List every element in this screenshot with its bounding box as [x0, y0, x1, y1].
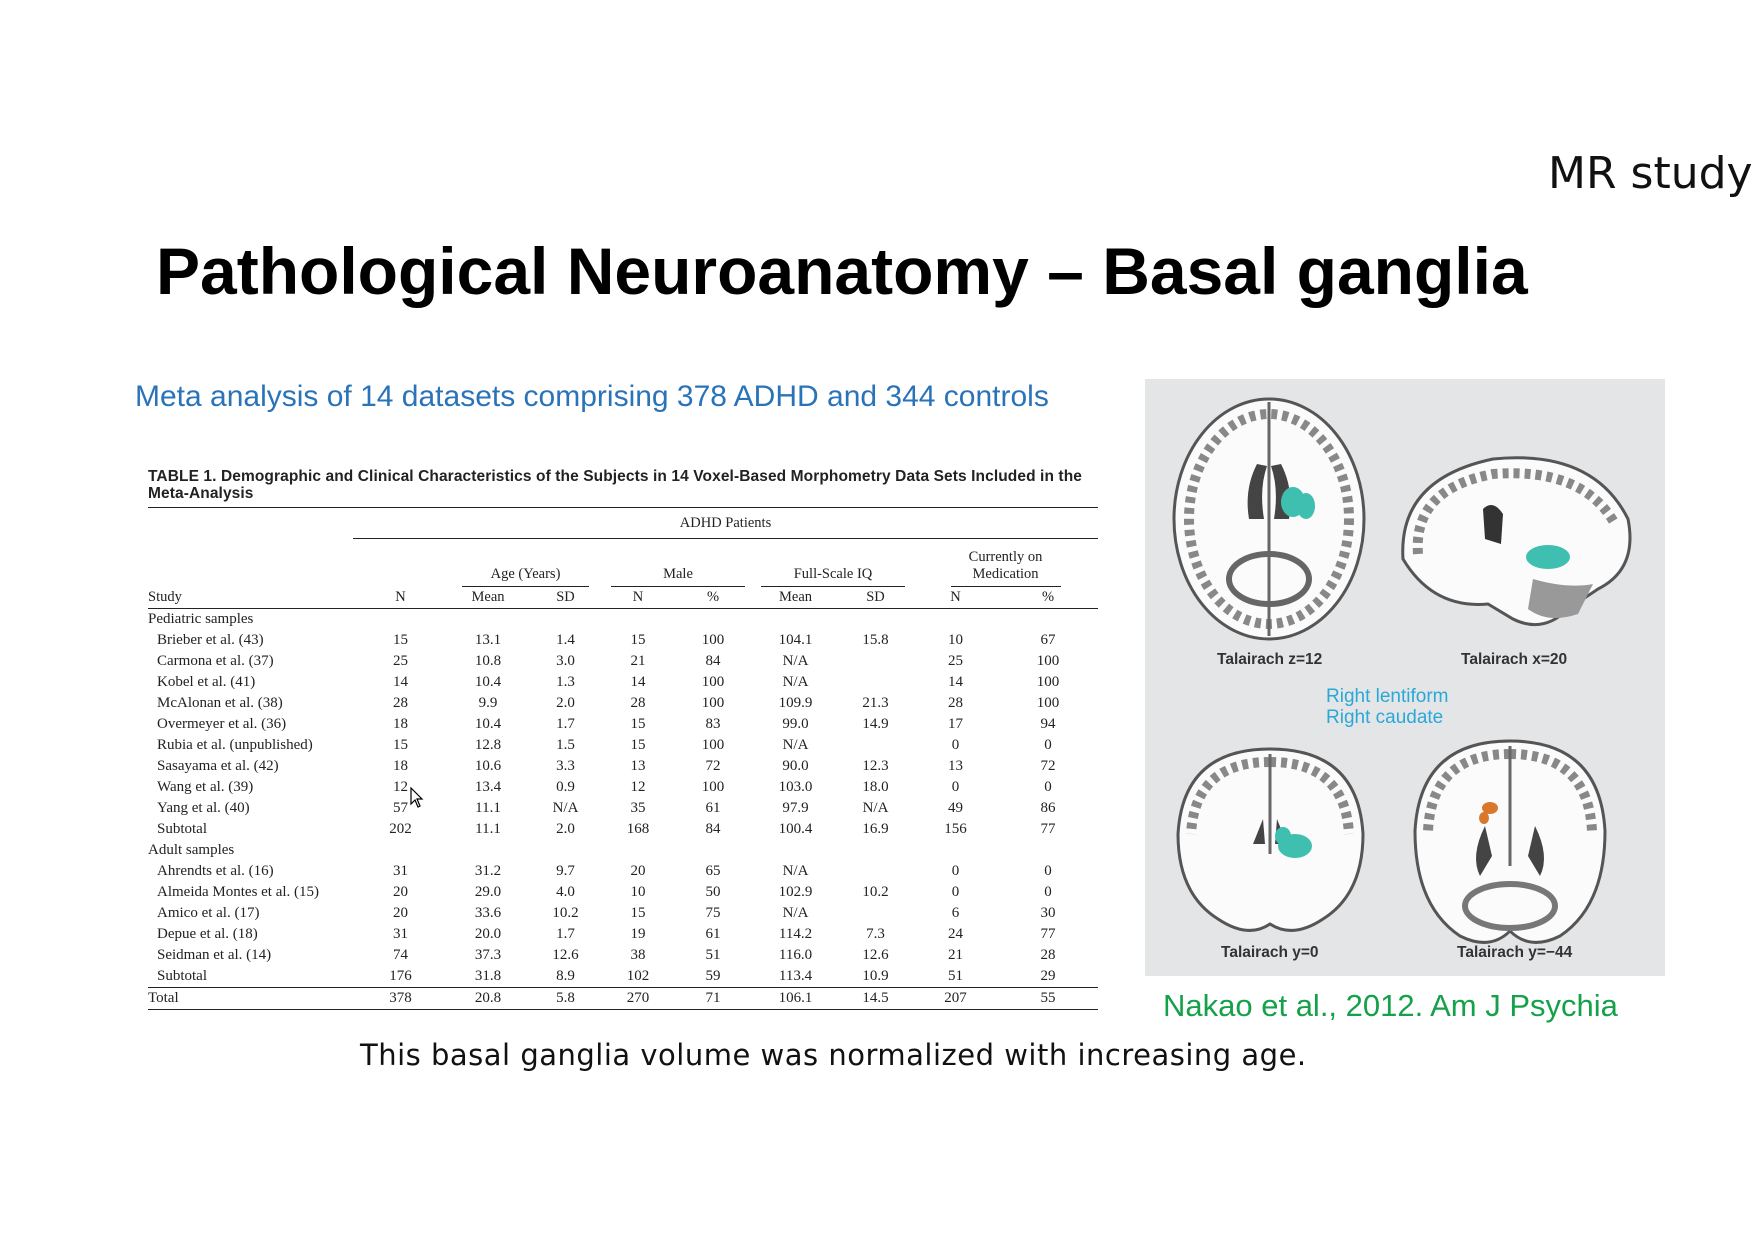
table-cell: 33.6 [474, 904, 502, 921]
total-cell: 5.8 [556, 989, 575, 1006]
table-cell: 8.9 [556, 967, 575, 984]
table-cell: 116.0 [778, 946, 813, 963]
study-name-cell: Seidman et al. (14) [157, 946, 272, 963]
table-cell: 20 [393, 883, 408, 900]
table-cell: 15 [630, 904, 646, 921]
label-x20: Talairach x=20 [1461, 651, 1568, 668]
table-cell: 13 [630, 757, 646, 774]
table-cell: 13.4 [474, 778, 502, 795]
table-cell: 25 [948, 652, 963, 669]
table-row [148, 861, 1098, 882]
table-cell: 18 [393, 757, 408, 774]
table-cell: 20 [630, 862, 646, 879]
table-cell: 21 [948, 946, 963, 963]
table-row [148, 882, 1098, 903]
table-cell: 12 [630, 778, 646, 795]
table-cell: 31 [393, 862, 408, 879]
table-cell: 114.2 [778, 925, 813, 942]
table-cell: 50 [705, 883, 721, 900]
table-cell: 0 [1044, 862, 1052, 879]
table-cell: 77 [1040, 925, 1056, 942]
table-cell: 49 [948, 799, 963, 816]
table-cell: 113.4 [778, 967, 813, 984]
study-name-cell: Rubia et al. (unpublished) [157, 736, 313, 753]
table-cell: 29.0 [474, 883, 502, 900]
coronal-brain-image-y44 [1410, 736, 1610, 951]
table-cell: 202 [389, 820, 412, 837]
table-cell: 10.6 [474, 757, 502, 774]
study-name-cell: McAlonan et al. (38) [157, 694, 283, 711]
section-label: Pediatric samples [148, 610, 254, 627]
table-cell: 14 [948, 673, 963, 690]
table-cell: 84 [705, 820, 721, 837]
table-cell: 24 [948, 925, 963, 942]
table-cell: 35 [630, 799, 646, 816]
table-row [148, 735, 1098, 756]
table-caption: TABLE 1. Demographic and Clinical Characteristics of the Subjects in 14 Voxel-Based Morphometry Data Sets Included in the Meta-Analysis [148, 468, 1082, 502]
table-cell: 37.3 [474, 946, 502, 963]
table-cell: 100 [701, 631, 725, 648]
table-cell: 99.0 [782, 715, 809, 732]
brain-mri-figure [1145, 379, 1665, 976]
table-cell: 100 [701, 778, 725, 795]
demographics-table-block [148, 468, 1098, 1010]
label-y44: Talairach y=−44 [1457, 944, 1573, 961]
table-cell: 168 [626, 820, 650, 837]
table-cell: 38 [630, 946, 646, 963]
label-right-caudate: Right caudate [1326, 707, 1444, 728]
table-cell: 0 [951, 883, 960, 900]
table-row [148, 714, 1098, 735]
table-cell: 1.5 [556, 736, 575, 753]
table-cell: 72 [1040, 757, 1056, 774]
column-header-row [148, 587, 1098, 609]
column-header: N [395, 588, 406, 605]
table-cell: 86 [1040, 799, 1056, 816]
table-cell: 0 [951, 736, 960, 753]
study-name-cell: Depue et al. (18) [157, 925, 258, 942]
table-cell: 67 [1040, 631, 1056, 648]
table-cell: 0.9 [556, 778, 575, 795]
table-cell: 29 [1040, 967, 1056, 984]
table-cell: 15 [630, 736, 646, 753]
column-header: Study [148, 588, 182, 605]
table-cell [838, 861, 913, 882]
study-name-cell: Almeida Montes et al. (15) [157, 883, 320, 900]
table-cell: 14 [630, 673, 646, 690]
table-cell: 10.8 [474, 652, 502, 669]
table-row [148, 672, 1098, 693]
table-cell: 51 [948, 967, 963, 984]
total-cell: 55 [1040, 989, 1056, 1006]
table-cell: 10.4 [474, 673, 502, 690]
table-cell: 57 [393, 799, 408, 816]
table-row [148, 693, 1098, 714]
table-cell: 21 [630, 652, 646, 669]
table-cell: 12.3 [862, 757, 889, 774]
table-cell [838, 735, 913, 756]
table-cell: 12.6 [552, 946, 579, 963]
label-z12: Talairach z=12 [1217, 651, 1323, 668]
table-cell: N/A [782, 736, 809, 753]
table-cell: 18 [393, 715, 408, 732]
table-cell: 0 [1044, 778, 1052, 795]
table-cell: 102.9 [778, 883, 813, 900]
table-cell: 15 [393, 736, 408, 753]
table-cell: 15.8 [862, 631, 889, 648]
mouse-cursor-icon [410, 787, 424, 813]
table-row [148, 903, 1098, 924]
table-cell: 2.0 [556, 820, 575, 837]
table-cell: 1.7 [556, 715, 575, 732]
table-row [148, 966, 1098, 988]
sagittal-brain-image [1393, 439, 1638, 639]
table-cell: N/A [782, 652, 809, 669]
table-cell: N/A [782, 904, 809, 921]
table-cell: 17 [948, 715, 963, 732]
total-cell: 14.5 [862, 989, 889, 1006]
study-name-cell: Overmeyer et al. (36) [157, 715, 287, 732]
table-cell: 0 [1044, 736, 1052, 753]
adhd-patients-header: ADHD Patients [353, 508, 1098, 539]
table-cell: 83 [705, 715, 721, 732]
total-cell: 106.1 [778, 989, 813, 1006]
table-cell: 14 [393, 673, 408, 690]
table-cell: 4.0 [556, 883, 575, 900]
table-cell: 100 [701, 694, 725, 711]
column-header: Mean [778, 588, 812, 605]
total-label-cell: Total [148, 989, 179, 1006]
table-row [148, 777, 1098, 798]
iq-header: Full-Scale IQ [761, 566, 905, 587]
table-cell: 10.2 [552, 904, 579, 921]
table-cell: 10 [630, 883, 646, 900]
male-header: Male [611, 566, 745, 587]
table-cell: N/A [782, 862, 809, 879]
table-cell: 10.4 [474, 715, 502, 732]
label-right-lentiform: Right lentiform [1326, 686, 1449, 707]
table-cell: N/A [782, 673, 809, 690]
table-cell [838, 903, 913, 924]
total-cell: 270 [626, 989, 650, 1006]
table-cell: 10.2 [862, 883, 889, 900]
table-cell: 77 [1040, 820, 1056, 837]
table-cell: 30 [1040, 904, 1056, 921]
table-row [148, 798, 1098, 819]
table-row [148, 945, 1098, 966]
table-cell: 19 [630, 925, 646, 942]
table-cell: 0 [951, 862, 960, 879]
table-cell: 1.4 [556, 631, 575, 648]
table-row [148, 630, 1098, 651]
study-name-cell: Kobel et al. (41) [157, 673, 256, 690]
column-header: N [950, 588, 961, 605]
table-cell: 18.0 [862, 778, 889, 795]
table-row [148, 924, 1098, 945]
column-header: Mean [471, 588, 505, 605]
table-cell: 11.1 [475, 820, 501, 837]
table-cell: 15 [393, 631, 408, 648]
table-cell: 104.1 [778, 631, 813, 648]
section-label: Adult samples [148, 841, 235, 858]
column-header: SD [866, 588, 885, 605]
table-cell: 1.7 [556, 925, 575, 942]
citation-text: Nakao et al., 2012. Am J Psychia [1163, 988, 1618, 1023]
table-cell: 9.7 [556, 862, 575, 879]
table-cell: 103.0 [778, 778, 813, 795]
total-cell: 71 [705, 989, 721, 1006]
slide-title: Pathological Neuroanatomy – Basal ganglia [156, 234, 1528, 308]
table-cell: 28 [393, 694, 408, 711]
table-cell: 20.0 [474, 925, 502, 942]
table-cell: 0 [951, 778, 960, 795]
table-cell: 100 [1036, 694, 1060, 711]
table-cell: 15 [630, 715, 646, 732]
table-cell: 10.9 [862, 967, 889, 984]
table-cell: 6 [951, 904, 960, 921]
table-cell: 31.8 [474, 967, 502, 984]
label-y0: Talairach y=0 [1221, 944, 1319, 961]
table-cell: 28 [1040, 946, 1056, 963]
table-cell: 65 [705, 862, 721, 879]
table-cell: 16.9 [862, 820, 889, 837]
study-name-cell: Amico et al. (17) [157, 904, 260, 921]
table-cell: 28 [948, 694, 963, 711]
table-cell: 109.9 [778, 694, 813, 711]
table-row [148, 819, 1098, 840]
table-cell: 61 [705, 799, 721, 816]
table-cell [838, 651, 913, 672]
age-header: Age (Years) [462, 566, 589, 587]
total-cell: 207 [944, 989, 967, 1006]
table-cell: 100 [1036, 673, 1060, 690]
study-name-cell: Carmona et al. (37) [157, 652, 274, 669]
study-name-cell: Yang et al. (40) [157, 799, 250, 816]
study-name-cell: Wang et al. (39) [157, 778, 254, 795]
slide-subtitle: Meta analysis of 14 datasets comprising 378 ADHD and 344 controls [135, 380, 1049, 413]
column-header: % [706, 588, 720, 605]
table-cell: N/A [862, 799, 889, 816]
table-cell: 100.4 [778, 820, 813, 837]
table-cell: 7.3 [866, 925, 885, 942]
column-header: SD [556, 588, 575, 605]
table-cell [838, 672, 913, 693]
coronal-brain-image-y0 [1173, 744, 1368, 944]
table-cell: 3.0 [556, 652, 575, 669]
table-cell: 13 [948, 757, 963, 774]
table-row [148, 756, 1098, 777]
table-cell: 100 [1036, 652, 1060, 669]
table-cell: 75 [705, 904, 721, 921]
table-cell: 12 [393, 778, 408, 795]
table-cell: 74 [393, 946, 408, 963]
section-label: MR study [1548, 148, 1753, 199]
table-cell: 97.9 [782, 799, 809, 816]
section-row [148, 840, 1098, 861]
table-cell: 20 [393, 904, 408, 921]
table-cell: 12.6 [862, 946, 889, 963]
table-cell: 59 [705, 967, 721, 984]
total-cell: 20.8 [474, 989, 502, 1006]
column-header: N [632, 588, 644, 605]
table-cell: 51 [705, 946, 721, 963]
section-row [148, 608, 1098, 630]
study-name-cell: Subtotal [157, 967, 208, 984]
table-cell: 13.1 [474, 631, 502, 648]
table-cell: 9.9 [478, 694, 498, 711]
table-cell: 156 [944, 820, 967, 837]
table-body [148, 608, 1098, 987]
table-cell: 31 [393, 925, 408, 942]
table-cell: 94 [1040, 715, 1056, 732]
table-cell: 72 [705, 757, 721, 774]
footnote-text: This basal ganglia volume was normalized with increasing age. [360, 1038, 1307, 1072]
table-cell: 14.9 [862, 715, 889, 732]
table-cell: 90.0 [782, 757, 809, 774]
study-name-cell: Brieber et al. (43) [157, 631, 264, 648]
study-name-cell: Ahrendts et al. (16) [157, 862, 274, 879]
table-cell: 100 [701, 673, 725, 690]
table-cell: 176 [389, 967, 412, 984]
table-cell: 15 [630, 631, 646, 648]
table-cell: 100 [701, 736, 725, 753]
medication-header: Currently on Medication [951, 549, 1061, 587]
table-cell: 31.2 [474, 862, 502, 879]
table-cell: 2.0 [556, 694, 575, 711]
axial-brain-image [1169, 394, 1369, 644]
table-cell: 0 [1044, 883, 1052, 900]
table-cell: 3.3 [556, 757, 575, 774]
table-cell: 28 [630, 694, 646, 711]
table-cell: N/A [552, 799, 579, 816]
table-cell: 21.3 [862, 694, 889, 711]
total-cell: 378 [389, 989, 412, 1006]
column-header: % [1041, 588, 1055, 605]
table-cell: 25 [393, 652, 408, 669]
table-cell: 102 [626, 967, 650, 984]
demographics-table [148, 508, 1098, 1010]
table-row [148, 651, 1098, 672]
total-row [148, 987, 1098, 1009]
table-cell: 1.3 [556, 673, 575, 690]
table-cell: 61 [705, 925, 721, 942]
study-name-cell: Sasayama et al. (42) [157, 757, 279, 774]
table-cell: 10 [948, 631, 963, 648]
table-cell: 12.8 [474, 736, 502, 753]
table-cell: 11.1 [475, 799, 501, 816]
study-name-cell: Subtotal [157, 820, 208, 837]
table-cell: 84 [705, 652, 721, 669]
